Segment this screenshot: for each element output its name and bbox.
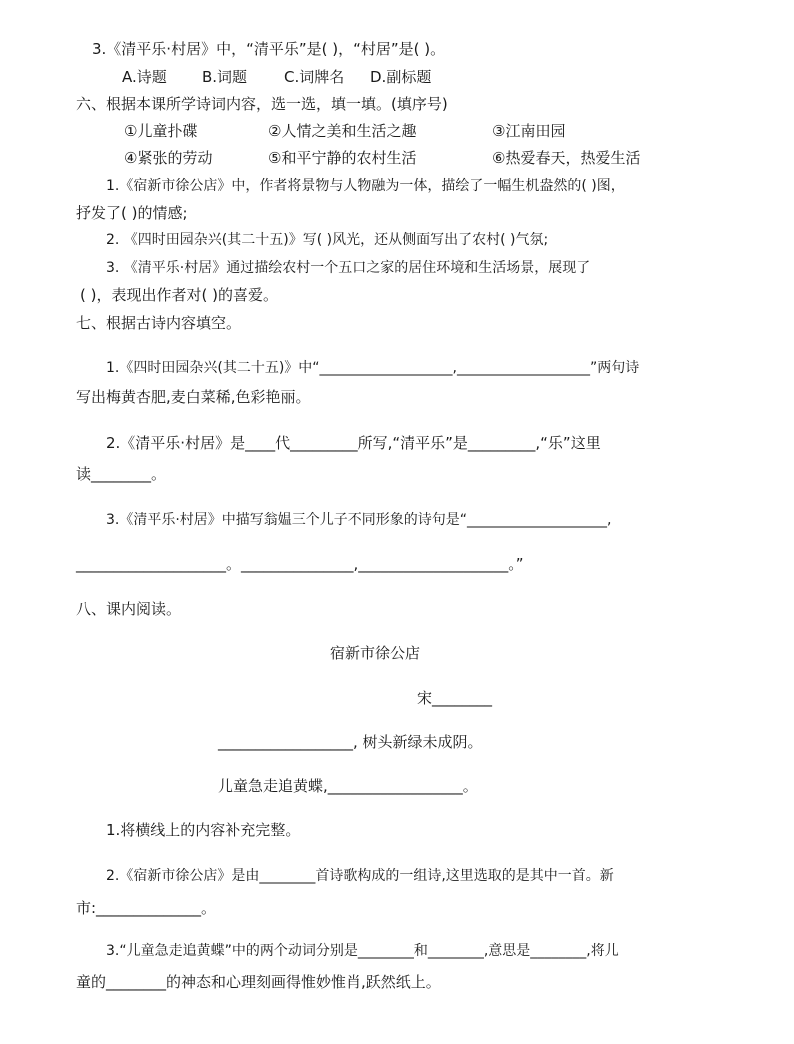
section7-q3-line1: 3.《清平乐·村居》中描写翁媪三个儿子不同形象的诗句是“____________________, [106,512,612,528]
section8-q3-line2: 童的________的神态和心理刻画得惟妙惟肖,跃然纸上。 [76,973,441,991]
section7-q3-line2: ____________________。_______________,____________________。” [76,555,524,573]
q3-option-c: C.词牌名 [284,68,345,86]
section6-q2: 2. 《四时田园杂兴(其二十五)》写( )风光，还从侧面写出了农村( )气氛; [106,232,549,248]
section6-choice-5: ⑤和平宁静的农村生活 [268,149,417,167]
poem-line1: __________________, 树头新绿未成阴。 [218,733,483,751]
section7-q2-line1: 2.《清平乐·村居》是____代_________所写,“清平乐”是_________,“乐”这里 [106,434,601,452]
section7-heading: 七、根据古诗内容填空。 [76,314,242,332]
poem-author: 宋________ [417,689,493,707]
poem-title: 宿新市徐公店 [330,644,421,662]
section6-choice-1: ①儿童扑碟 [124,122,198,140]
section8-q3-line1: 3.“儿童急走追黄蝶”中的两个动词分别是________和________,意思是________,将儿 [106,943,619,959]
section6-q1-line1: 1.《宿新市徐公店》中，作者将景物与人物融为一体，描绘了一幅生机盎然的( )图， [106,178,625,194]
section7-q2-line2: 读________。 [76,465,167,483]
q3-option-a: A.诗题 [122,68,167,86]
section6-choice-6: ⑥热爱春天，热爱生活 [492,149,641,167]
section6-choice-3: ③江南田园 [492,122,566,140]
poem-line2: 儿童急走追黄蝶,__________________。 [218,777,478,795]
section8-q1: 1.将横线上的内容补充完整。 [106,821,301,839]
section8-q2-line2: 市:______________。 [76,899,217,917]
section6-q3-line2: ( )，表现出作者对( )的喜爱。 [80,286,278,304]
section6-q1-line2: 抒发了( )的情感; [76,204,188,222]
section7-q1-line1: 1.《四时田园杂兴(其二十五)》中“___________________,___________________”两句诗 [106,360,640,376]
section8-q2-line1: 2.《宿新市徐公店》是由________首诗歌构成的一组诗,这里选取的是其中一首。新 [106,868,614,884]
section6-q3-line1: 3. 《清平乐·村居》通过描绘农村一个五口之家的居住环境和生活场景，展现了 [106,260,591,276]
section6-choice-4: ④紧张的劳动 [124,149,213,167]
q3-option-b: B.词题 [202,68,248,86]
section6-choice-2: ②人情之美和生活之趣 [268,122,417,140]
q3-question: 3.《清平乐·村居》中，“清平乐”是( )，“村居”是( )。 [92,40,446,58]
section6-heading: 六、根据本课所学诗词内容，选一选，填一填。(填序号) [76,95,448,113]
section8-heading: 八、课内阅读。 [76,600,182,618]
section7-q1-line2: 写出梅黄杏肥,麦白菜稀,色彩艳丽。 [76,388,311,406]
q3-option-d: D.副标题 [370,68,432,86]
